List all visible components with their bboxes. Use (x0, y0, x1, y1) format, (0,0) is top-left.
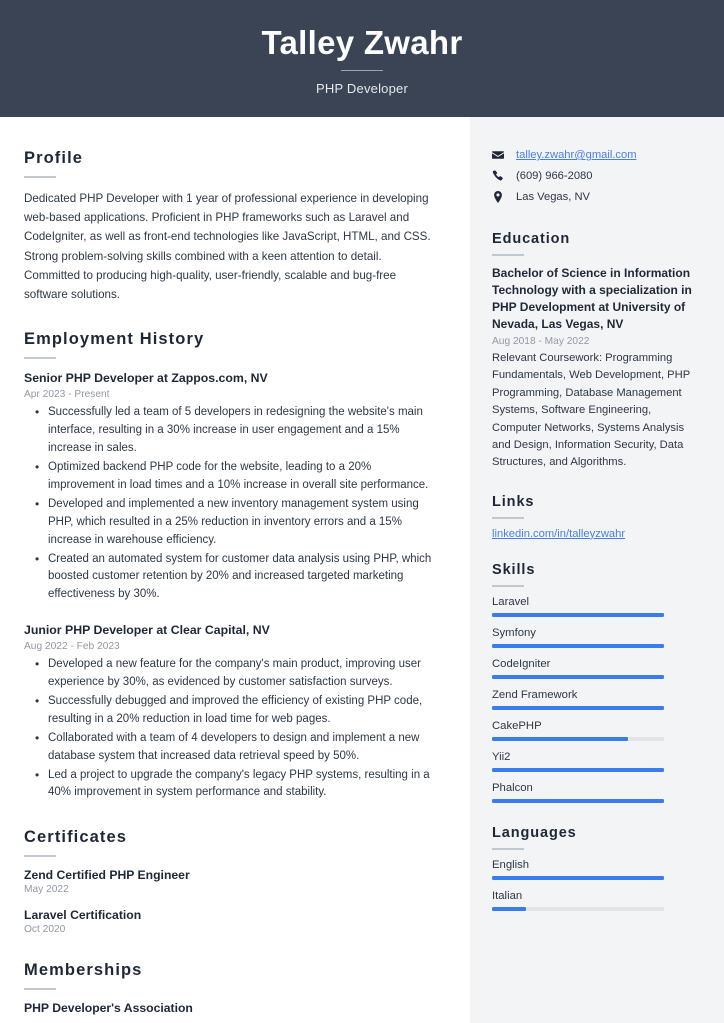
skill-name: Laravel (492, 595, 530, 608)
job-title: Senior PHP Developer at Zappos.com, NV (24, 371, 268, 386)
skill-item (492, 751, 700, 772)
language-item (492, 890, 700, 911)
job-date: Apr 2023 - Present (24, 389, 110, 400)
job-bullet: • Developed and implemented a new inventory management system using PHP, which resulted in a 25% reduction in inventory errors and a 15% increase in warehouse efficiency. (26, 496, 440, 550)
skill-level-track (492, 613, 664, 617)
membership-name: PHP Developer's Association (24, 1001, 193, 1016)
section-skills (492, 562, 700, 803)
job-entry (24, 370, 440, 604)
section-education (492, 231, 700, 472)
job-bullet-list (26, 404, 440, 604)
skill-level-track (492, 706, 664, 710)
contact-location: Las Vegas, NV (516, 191, 591, 203)
contact-phone: (609) 966-2080 (516, 170, 593, 182)
skill-item (492, 782, 700, 803)
contact-row-email (492, 147, 700, 163)
skill-level-fill (492, 768, 664, 772)
skill-level-fill (492, 675, 664, 679)
skill-level-fill (492, 737, 628, 741)
language-level-track (492, 907, 664, 911)
section-certificates (24, 828, 440, 935)
job-bullet: • Developed a new feature for the company's main product, improving user experience by 30%, as evidenced by customer satisfaction surveys. (26, 656, 440, 692)
skill-level-fill (492, 644, 664, 648)
languages-heading: Languages (492, 824, 577, 841)
envelope-icon (492, 149, 508, 161)
job-bullet: • Created an automated system for customer data analysis using PHP, which boosted customer retention by 20% and increased targeted marketing effectiveness by 30%. (26, 551, 440, 605)
skill-level-track (492, 644, 664, 648)
header-divider (341, 70, 383, 71)
certificate-date: May 2022 (24, 884, 69, 896)
certificate-name: Zend Certified PHP Engineer (24, 868, 190, 883)
job-bullet: • Collaborated with a team of 4 developers to design and implement a new database system that increased data retrieval speed by 50%. (26, 730, 440, 766)
language-name: Italian (492, 889, 523, 902)
contact-row-phone (492, 168, 700, 184)
skill-name: Yii2 (492, 750, 511, 763)
job-entry (24, 622, 440, 802)
resume-body (0, 117, 724, 1023)
education-heading: Education (492, 231, 571, 247)
job-bullet: • Successfully debugged and improved the efficiency of existing PHP code, resulting in a 20% reduction in load time for web pages. (26, 693, 440, 729)
section-links (492, 494, 700, 540)
education-description: Relevant Coursework: Programming Fundamentals, Web Development, PHP Programming, Database Management Systems, Software Engineering, Computer Networks, Systems Analysis and Design, Information Security, Data Structures, and Algorithms. (492, 352, 690, 469)
profile-heading-rule (24, 176, 56, 178)
skill-item (492, 658, 700, 679)
contact-row-location (492, 189, 700, 205)
skill-name: Phalcon (492, 781, 533, 794)
links-heading-rule (492, 517, 524, 519)
skill-item (492, 596, 700, 617)
skills-heading: Skills (492, 561, 536, 578)
certificate-date: Oct 2020 (24, 924, 66, 936)
link-linkedin[interactable]: linkedin.com/in/talleyzwahr (492, 527, 626, 540)
language-item (492, 859, 700, 880)
sidebar-column (470, 117, 724, 1023)
links-list (492, 528, 700, 540)
skill-level-fill (492, 706, 664, 710)
language-level-fill (492, 907, 526, 911)
certificates-heading-rule (24, 855, 56, 857)
languages-heading-rule (492, 848, 524, 850)
memberships-heading-rule (24, 988, 56, 990)
skill-item (492, 627, 700, 648)
job-bullet: • Optimized backend PHP code for the website, leading to a 20% improvement in load times and a 10% increase in overall site performance. (26, 459, 440, 495)
contact-email-link[interactable]: talley.zwahr@gmail.com (516, 149, 637, 161)
education-degree: Bachelor of Science in Information Technology with a specialization in PHP Development at University of Nevada, Las Vegas, NV (492, 266, 692, 332)
education-heading-rule (492, 254, 524, 256)
phone-icon (492, 170, 508, 182)
skill-level-track (492, 799, 664, 803)
main-column (0, 117, 470, 1023)
section-employment-history (24, 330, 440, 802)
section-profile (24, 149, 440, 304)
skill-level-track (492, 737, 664, 741)
resume-header (0, 0, 724, 117)
skill-level-fill (492, 613, 664, 617)
job-title: Junior PHP Developer at Clear Capital, NV (24, 623, 270, 638)
skill-item (492, 720, 700, 741)
certificate-name: Laravel Certification (24, 908, 142, 923)
employment-heading-rule (24, 357, 56, 359)
section-memberships (24, 961, 440, 1015)
profile-text: Dedicated PHP Developer with 1 year of professional experience in developing web-based applications. Proficient in PHP frameworks such as Laravel and CodeIgniter, as well as front-end technologies like JavaScript, HTML, and CSS. Strong problem-solving skills combined with a keen attention to detail. Committed to producing high-quality, user-friendly, scalable and bug-free software solutions. (24, 192, 431, 302)
contact-details (492, 147, 700, 205)
skill-level-track (492, 768, 664, 772)
skill-name: CakePHP (492, 719, 542, 732)
skill-name: Symfony (492, 626, 536, 639)
job-bullet: • Successfully led a team of 5 developers in redesigning the website's main interface, resulting in a 30% increase in user engagement and a 15% increase in sales. (26, 404, 440, 458)
profile-heading: Profile (24, 149, 84, 167)
skill-level-fill (492, 799, 664, 803)
certificate-item (24, 908, 440, 935)
education-date: Aug 2018 - May 2022 (492, 336, 590, 348)
language-level-fill (492, 876, 664, 880)
skill-name: CodeIgniter (492, 657, 551, 670)
section-languages (492, 825, 700, 911)
skill-item (492, 689, 700, 710)
job-bullet-list (26, 656, 440, 803)
memberships-heading: Memberships (24, 961, 143, 980)
language-level-track (492, 876, 664, 880)
map-pin-icon (492, 191, 508, 203)
job-date: Aug 2022 - Feb 2023 (24, 640, 120, 652)
language-name: English (492, 858, 530, 871)
candidate-name: Talley Zwahr (261, 23, 463, 61)
candidate-job-title: PHP Developer (316, 81, 408, 97)
employment-heading: Employment History (24, 330, 205, 349)
job-bullet: • Led a project to upgrade the company's legacy PHP systems, resulting in a 40% improvement in system performance and stability. (26, 767, 440, 803)
skill-name: Zend Framework (492, 688, 578, 701)
certificate-item (24, 868, 440, 895)
links-heading: Links (492, 493, 535, 510)
certificates-heading: Certificates (24, 828, 128, 847)
skills-heading-rule (492, 585, 524, 587)
skill-level-track (492, 675, 664, 679)
